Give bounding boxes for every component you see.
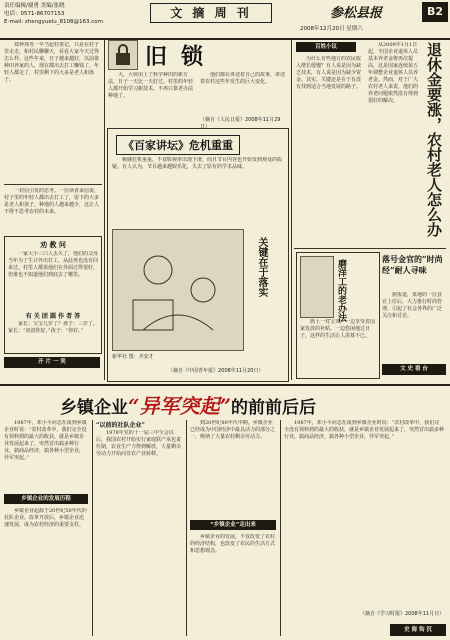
- lecture-article: [107, 128, 289, 382]
- feature-text: 他们都在讲述着自己的故事，讲述着农村这些年发生的巨大变化。: [200, 72, 286, 85]
- email-info: E-mail: zhengyuelu_8108@163.com: [4, 19, 103, 25]
- pull-quote: 关键在于落实: [256, 237, 267, 297]
- cartoon-caption: 新华社 图：齐安才: [112, 354, 154, 360]
- section-label: 史 海 钩 沉: [390, 624, 446, 636]
- box-text: 一家大小三口人丢失了，他们的父母当年为了生计外出打工，从此再也没有回来过。村里人都说他们在外面过得很好，但谁也不知道他们到底去了哪里。: [8, 251, 98, 278]
- issue-date: 2008年12月20日 星期六: [300, 26, 363, 32]
- column-text: 为什么有些地方的农民收入增长缓慢？有人说是因为缺乏技术，有人说是因为缺少资金。其实，关键还是在于有没有找到适合当地发展的路子。: [296, 56, 362, 90]
- lecture-text: 颇感危机重重，不仅收视率出现下滑，而且节目内容也开始受到观众的质疑。有人认为，节目越来越娱乐化，失去了原有的学术品味。: [112, 157, 283, 170]
- section-title: 文 摘 周 刊: [150, 3, 272, 23]
- bottom-headline: [60, 390, 316, 419]
- headline-part: 乡镇企业: [60, 398, 128, 418]
- article-text: 1987年，邓小平同志在谈到乡镇企业时说：“农村改革中，我们完全没有预料到的最大的收获，就是乡镇企业发展起来了，突然冒出搞多种行业，搞商品经济，搞各种小型企业，异军突起。”: [4, 420, 87, 461]
- article-text: 到20世纪80年代中期，乡镇企业已经成为中国经济中最具活力的部分之一，吸纳了大量农村剩余劳动力。: [190, 420, 276, 440]
- article-text: 乡镇企业的发展，不仅改变了农村的经济结构，也改变了农民的生活方式和思想观念。: [190, 534, 276, 554]
- cartoon-label: 磨洋工的老办法: [336, 259, 346, 322]
- feature-source: （摘自《人民日报》2008年11月29日）: [200, 117, 281, 130]
- lock-icon: [109, 41, 137, 69]
- box-title: 劝 教 问: [40, 240, 66, 249]
- article-source: （摘自《学习时报》2008年11月日）: [360, 611, 445, 617]
- section-subtitle: “以前的社队企业”: [96, 422, 145, 429]
- cartoon-image: [300, 256, 334, 318]
- lock-illustration: [108, 40, 138, 70]
- sidebar-box: [4, 236, 102, 354]
- phone-info: 电话：0571-86707153: [4, 11, 65, 17]
- article-text: 一封信引发的思考。一位读者来信说，村子里的年轻人都出去打工了，留下的大多是老人和孩子，种地的人越来越少，这让人不得不思考农村的未来。: [4, 188, 100, 215]
- article-headline: 落号金官的“时尚经”耐人寻味: [382, 254, 443, 275]
- cartoon-box: [296, 252, 380, 379]
- article-text: 1978年党的十一届三中全会以后，我国农村开始实行家庭联产承包责任制，农业生产力得到解放，大量剩余劳动力开始向非农产业转移。: [96, 430, 182, 457]
- feature-text: 大，大伙用上了科学种田的新方法，日子一天比一天好过。村里的年轻人都开始学习新技术，不再只靠老办法种地了。: [108, 72, 194, 99]
- cartoon-drawing: [113, 230, 243, 350]
- headline-char: 旧: [145, 44, 182, 70]
- masthead: 参松县报: [330, 6, 383, 21]
- column-text: 从2009年1月1日起，全国企业退休人员基本养老金将再次提高，这是国家连续第五年调整企业退休人员养老金。然而，对于广大农村老人来说，他们的养老问题依然没有得到很好的解决。: [368, 42, 419, 104]
- page-number: B2: [422, 2, 448, 22]
- lecture-title: 《百家讲坛》危机重重: [116, 135, 240, 155]
- editor-info: 责任编辑/谢勇 美编/张晓: [4, 3, 65, 9]
- headline-emphasis: “异军突起”: [128, 394, 232, 418]
- box-subtitle: 有 关 团 圆 作 者 答: [25, 313, 81, 320]
- cartoon-text: 画上一对宝贝，一边享受着国家发放的补贴，一边悠闲地过日子，这样的生活让人羡慕不已。: [300, 319, 376, 339]
- article-text: 乡镇企业起源于20世纪50年代的社队企业，改革开放后，乡镇企业迅速发展，成为农村经济的重要支柱。: [4, 508, 87, 528]
- article-text: 郑钟邦等一早当起村委记，只是在村子里走走，和村民聊聊天，看看大家今天过得怎么样。这些年来，日子越来越好，以前靠种田养家的人，现在都出去打工赚钱了，年轻人都走了，村里剩下的大多是老人和孩子。: [4, 42, 100, 83]
- feature-headline: [145, 40, 217, 71]
- lecture-source: （摘自《中国青年报》2008年11月20日）: [168, 368, 264, 374]
- column-label: 百姓小议: [296, 42, 356, 52]
- headline-part: 的前前后后: [231, 398, 317, 418]
- cartoon-image: [112, 229, 244, 351]
- vertical-headline: 退休金要涨，农村老人怎么办: [425, 42, 443, 237]
- headline-char: 锁: [181, 44, 218, 70]
- subtitle-label: 乡镇企业的发展历程: [4, 494, 88, 504]
- article-text: 1987年，邓小平同志在谈到乡镇企业时说：“农村改革中，我们完全没有预料到的最大的收获，就是乡镇企业发展起来了，突然冒出搞多种行业，搞商品经济，搞各种小型企业，异军突起。”: [284, 420, 444, 440]
- article-text: 据报道，某地的一位县官上任后，大力推行时尚管理，引起了社会各界的广泛关注和讨论。: [382, 292, 443, 319]
- box-text: 家长：宝宝几岁了？孩子：三岁了。家长：“叔叔你好。”孩子：“你好。”: [8, 321, 98, 334]
- section-label: 文 史 看 台: [382, 364, 446, 375]
- page-header: [0, 0, 450, 40]
- section-label: 开 片 一 笑: [4, 357, 100, 368]
- subtitle-label: “乡镇企业”走出来: [190, 520, 276, 530]
